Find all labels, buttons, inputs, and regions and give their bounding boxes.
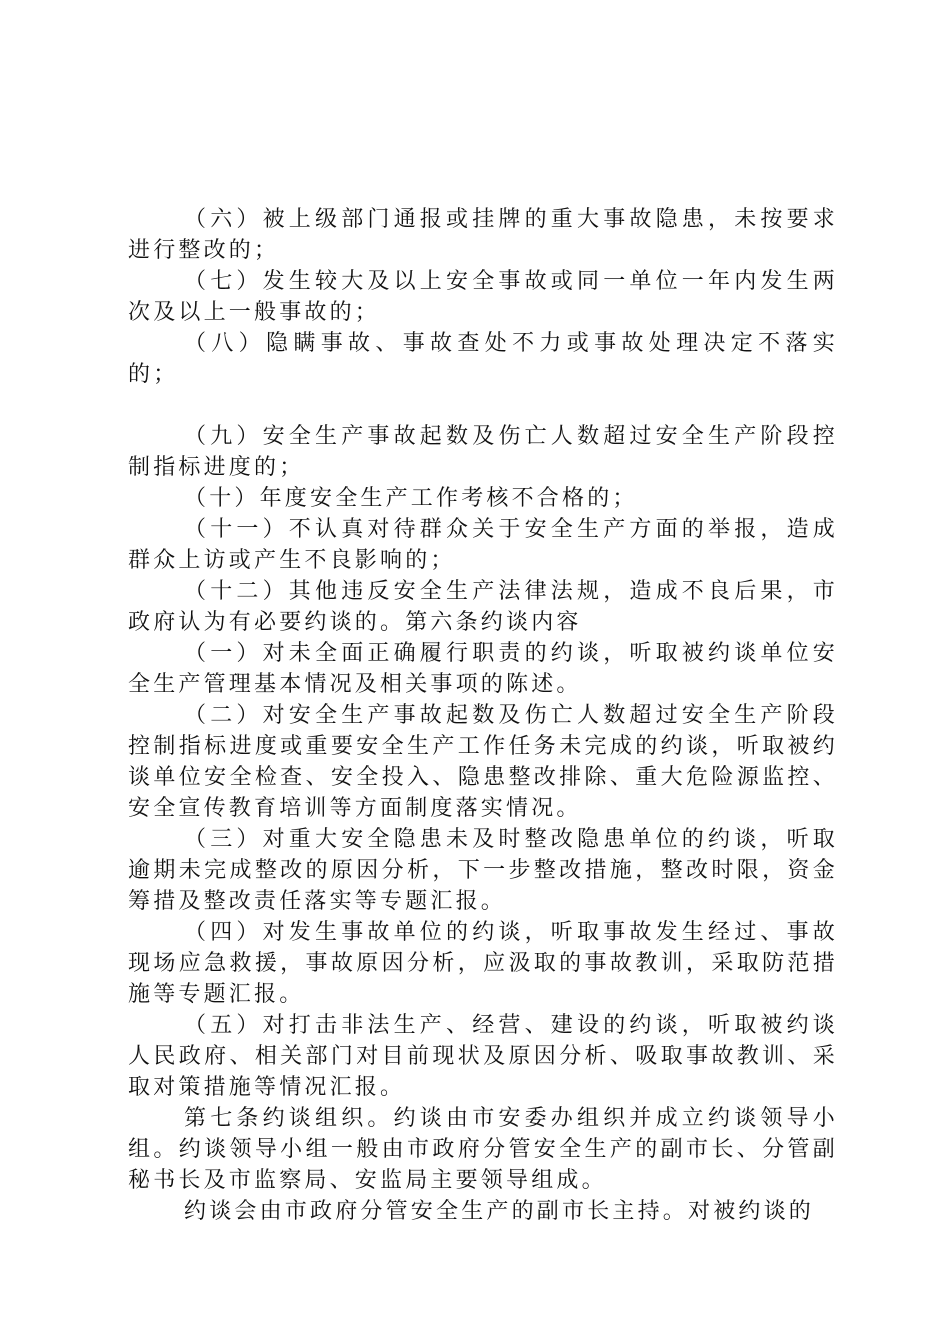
paragraph-item-10: （十）年度安全生产工作考核不合格的； — [184, 486, 638, 511]
paragraph-item-12: （十二）其他违反安全生产法律法规，造成不良后果，市政府认为有必要约谈的。第六条约谈内容 — [128, 579, 838, 635]
paragraph-item-11: （十一）不认真对待群众关于安全生产方面的举报，造成群众上访或产生不良影响的； — [128, 517, 838, 573]
paragraph-content-5: （五）对打击非法生产、经营、建设的约谈，听取被约谈人民政府、相关部门对目前现状及原因分析、吸取事故教训、采取对策措施等情况汇报。 — [128, 1013, 838, 1100]
document-page — [128, 204, 838, 1227]
paragraph-item-7: （七）发生较大及以上安全事故或同一单位一年内发生两次及以上一般事故的； — [128, 269, 838, 325]
paragraph-item-6: （六）被上级部门通报或挂牌的重大事故隐患，未按要求进行整改的； — [128, 207, 838, 263]
paragraph-article-7: 第七条约谈组织。约谈由市安委办组织并成立约谈领导小组。约谈领导小组一般由市政府分管安全生产的副市长、分管副秘书长及市监察局、安监局主要领导组成。 — [128, 1106, 838, 1193]
paragraph-content-1: （一）对未全面正确履行职责的约谈，听取被约谈单位安全生产管理基本情况及相关事项的陈述。 — [128, 641, 838, 697]
paragraph-content-3: （三）对重大安全隐患未及时整改隐患单位的约谈，听取逾期未完成整改的原因分析，下一步整改措施，整改时限，资金筹措及整改责任落实等专题汇报。 — [128, 827, 838, 914]
paragraph-gap — [128, 390, 838, 421]
paragraph-item-9: （九）安全生产事故起数及伤亡人数超过安全生产阶段控制指标进度的； — [128, 424, 838, 480]
paragraph-content-4: （四）对发生事故单位的约谈，听取事故发生经过、事故现场应急救援，事故原因分析，应汲取的事故教训，采取防范措施等专题汇报。 — [128, 920, 838, 1007]
paragraph-content-2: （二）对安全生产事故起数及伤亡人数超过安全生产阶段控制指标进度或重要安全生产工作任务未完成的约谈，听取被约谈单位安全检查、安全投入、隐患整改排除、重大危险源监控、安全宣传教育培训等方面制度落实情况。 — [128, 703, 838, 821]
paragraph-meeting: 约谈会由市政府分管安全生产的副市长主持。对被约谈的 — [184, 1199, 815, 1224]
paragraph-item-8: （八）隐瞒事故、事故查处不力或事故处理决定不落实的； — [128, 331, 838, 387]
